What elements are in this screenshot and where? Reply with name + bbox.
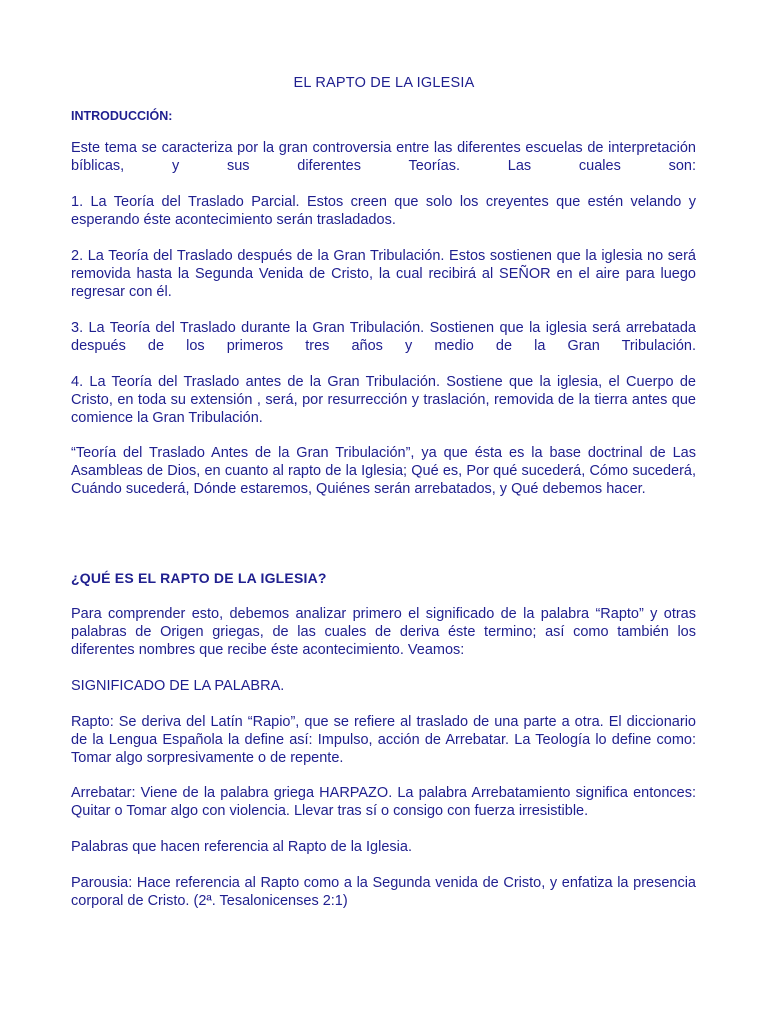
rapto-definition-paragraph: Rapto: Se deriva del Latín “Rapio”, que se refiere al traslado de una parte a otra. El diccionario de la Lengua Española la define así: Impulso, acción de Arrebatar. La Teología lo define como: Tomar algo sorpresivamente o de repente. bbox=[71, 714, 696, 766]
word-meaning-subheading: SIGNIFICADO DE LA PALABRA. bbox=[71, 678, 285, 694]
theory-4-paragraph: 4. La Teoría del Traslado antes de la Gran Tribulación. Sostiene que la iglesia, el Cuerpo de Cristo, en toda su extensión , será, por resurrección y traslación, removida de la tierra antes que comience la Gran Tribulación. bbox=[71, 374, 696, 426]
intro-heading: INTRODUCCIÓN: bbox=[71, 109, 173, 123]
related-words-line: Palabras que hacen referencia al Rapto de la Iglesia. bbox=[71, 839, 412, 855]
arrebatar-definition-paragraph: Arrebatar: Viene de la palabra griega HARPAZO. La palabra Arrebatamiento significa entonces: Quitar o Tomar algo con violencia. Llevar tras sí o consigo con fuerza irresistible. bbox=[71, 785, 696, 819]
section-heading: ¿QUÉ ES EL RAPTO DE LA IGLESIA? bbox=[71, 570, 327, 586]
theory-3-paragraph: 3. La Teoría del Traslado durante la Gran Tribulación. Sostienen que la iglesia será arrebatada después de los primeros tres años y medio de la Gran Tribulación. bbox=[71, 320, 696, 354]
intro-paragraph: Este tema se caracteriza por la gran controversia entre las diferentes escuelas de interpretación bíblicas, y sus diferentes Teorías. Las cuales son: bbox=[71, 140, 696, 174]
theory-2-paragraph: 2. La Teoría del Traslado después de la Gran Tribulación. Estos sostienen que la iglesia no será removida hasta la Segunda Venida de Cristo, la cual recibirá al SEÑOR en el aire para luego regresar con él. bbox=[71, 248, 696, 300]
meaning-intro-paragraph: Para comprender esto, debemos analizar primero el significado de la palabra “Rapto” y otras palabras de Origen griegas, de las cuales de deriva éste termino; así como también los diferentes nombres que recibe éste acontecimiento. Veamos: bbox=[71, 606, 696, 658]
theory-1-paragraph: 1. La Teoría del Traslado Parcial. Estos creen que solo los creyentes que estén velando y esperando éste acontecimiento serán trasladados. bbox=[71, 194, 696, 228]
parousia-definition-paragraph: Parousia: Hace referencia al Rapto como a la Segunda venida de Cristo, y enfatiza la presencia corporal de Cristo. (2ª. Tesalonicenses 2:1) bbox=[71, 875, 696, 909]
document-title: EL RAPTO DE LA IGLESIA bbox=[293, 75, 475, 91]
doctrine-paragraph: “Teoría del Traslado Antes de la Gran Tribulación”, ya que ésta es la base doctrinal de Las Asambleas de Dios, en cuanto al rapto de la Iglesia; Qué es, Por qué sucederá, Cómo sucederá, Cuándo sucederá, Dónde estaremos, Quiénes serán arrebatados, y Qué debemos hacer. bbox=[71, 445, 696, 497]
